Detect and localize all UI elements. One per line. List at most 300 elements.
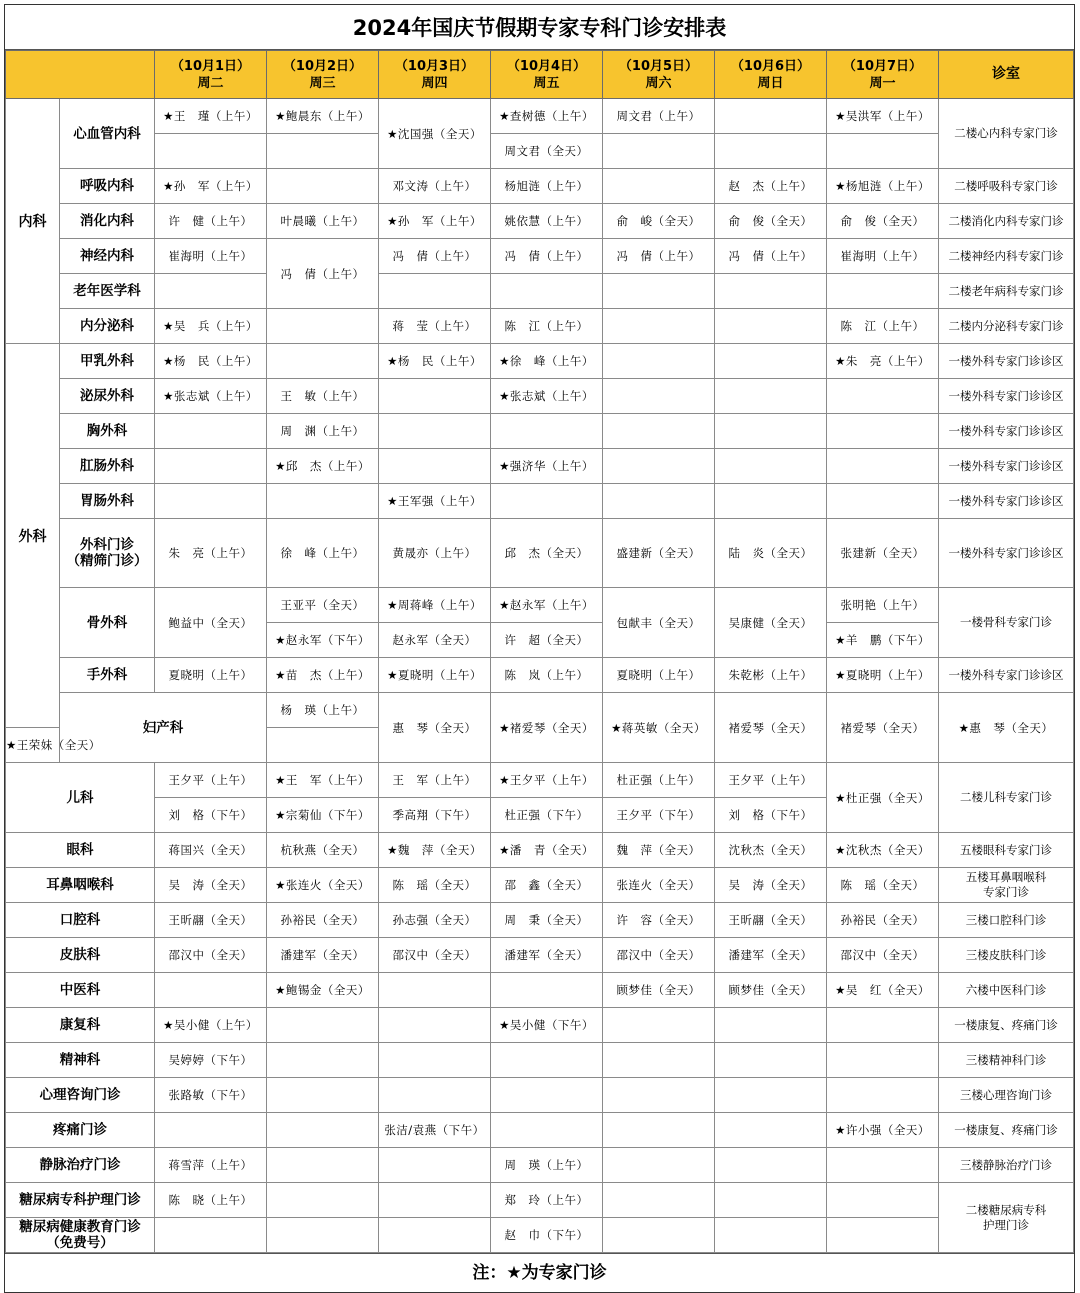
header-day <box>491 51 603 99</box>
schedule-cell: 季高翔（下午） <box>379 798 491 833</box>
department-cell <box>60 344 155 379</box>
schedule-cell: 顾梦佳（全天） <box>715 973 827 1008</box>
room-cell-text: 五楼眼科专家门诊 <box>960 842 1052 857</box>
schedule-cell: 崔海明（上午） <box>827 239 939 274</box>
schedule-cell <box>267 1078 379 1113</box>
schedule-cell: 潘建军（全天） <box>491 938 603 973</box>
schedule-cell: 王 军（上午） <box>379 763 491 798</box>
table-row <box>6 1078 1074 1113</box>
schedule-cell: 吴 涛（全天） <box>155 868 267 903</box>
department-cell-text: 中医科 <box>59 982 101 998</box>
schedule-cell: 包献丰（全天） <box>603 588 715 658</box>
schedule-cell: 赵 巾（下午） <box>491 1218 603 1253</box>
department-cell <box>60 414 155 449</box>
table-row <box>6 903 1074 938</box>
schedule-cell: 吴 涛（全天） <box>715 868 827 903</box>
schedule-cell <box>491 1078 603 1113</box>
room-cell-text: 一楼外科专家门诊诊区 <box>948 423 1064 438</box>
schedule-cell <box>827 1183 939 1218</box>
room-cell-text: 一楼外科专家门诊诊区 <box>948 458 1064 473</box>
schedule-cell <box>827 414 939 449</box>
schedule-cell: 刘 格（下午） <box>155 798 267 833</box>
schedule-cell: 褚爱琴（全天） <box>827 693 939 763</box>
room-cell <box>939 833 1074 868</box>
table-row <box>6 693 1074 728</box>
table-row <box>6 484 1074 519</box>
schedule-cell: 潘建军（全天） <box>267 938 379 973</box>
room-cell-subtext: 专家门诊 <box>983 885 1029 899</box>
department-cell <box>60 519 155 588</box>
schedule-cell: ★吴 兵（上午） <box>155 309 267 344</box>
department-cell <box>6 1008 155 1043</box>
header-day <box>715 51 827 99</box>
schedule-cell: 俞 俊（全天） <box>827 204 939 239</box>
schedule-cell: 周 渊（上午） <box>267 414 379 449</box>
schedule-cell: 杜正强（上午） <box>603 763 715 798</box>
schedule-cell: 冯 倩（上午） <box>603 239 715 274</box>
schedule-cell: 邱 杰（全天） <box>491 519 603 588</box>
room-cell-text: 二楼儿科专家门诊 <box>960 790 1052 804</box>
schedule-cell <box>603 274 715 309</box>
schedule-cell: ★王 瑾（上午） <box>155 99 267 134</box>
department-cell <box>6 1183 155 1218</box>
table-row <box>6 1148 1074 1183</box>
schedule-cell: ★徐 峰（上午） <box>491 344 603 379</box>
schedule-cell: ★赵永军（下午） <box>267 623 379 658</box>
room-cell <box>939 588 1074 658</box>
schedule-cell <box>827 274 939 309</box>
schedule-cell <box>155 134 267 169</box>
schedule-cell: 吴康健（全天） <box>715 588 827 658</box>
schedule-cell <box>491 973 603 1008</box>
schedule-cell <box>267 309 379 344</box>
schedule-body <box>6 99 1074 1253</box>
room-cell <box>939 519 1074 588</box>
schedule-cell <box>267 1218 379 1253</box>
schedule-cell <box>603 449 715 484</box>
room-cell <box>939 868 1074 903</box>
category-cell-text: 内科 <box>18 214 47 230</box>
schedule-cell: 张洁/袁燕（下午） <box>379 1113 491 1148</box>
room-cell-text: 二楼心内科专家门诊 <box>954 126 1058 140</box>
schedule-cell: ★吴洪军（上午） <box>827 99 939 134</box>
room-cell <box>939 309 1074 344</box>
department-cell <box>60 309 155 344</box>
schedule-cell: 蒋雪萍（上午） <box>155 1148 267 1183</box>
table-row <box>6 1218 1074 1253</box>
room-cell <box>939 1008 1074 1043</box>
schedule-cell: 冯 倩（上午） <box>715 239 827 274</box>
schedule-cell <box>155 449 267 484</box>
schedule-cell: ★杨旭涟（上午） <box>827 169 939 204</box>
room-cell <box>939 274 1074 309</box>
schedule-cell: ★王荣妹（全天） <box>6 728 60 763</box>
schedule-cell: 陈 瑶（全天） <box>827 868 939 903</box>
room-cell-text: 一楼外科专家门诊诊区 <box>948 353 1064 368</box>
room-cell <box>939 1148 1074 1183</box>
room-cell-text: 二楼消化内科专家门诊 <box>948 213 1064 228</box>
schedule-cell: ★鲍锡金（全天） <box>267 973 379 1008</box>
schedule-cell: 郑 玲（上午） <box>491 1183 603 1218</box>
schedule-cell <box>603 309 715 344</box>
header-date: （10月1日） <box>170 58 251 74</box>
department-cell <box>6 1043 155 1078</box>
header-weekday: 周二 <box>197 75 224 91</box>
schedule-cell: 蒋 莹（上午） <box>379 309 491 344</box>
schedule-cell: 许 超（全天） <box>491 623 603 658</box>
schedule-cell: 沈秋杰（全天） <box>715 833 827 868</box>
schedule-cell: 蒋国兴（全天） <box>155 833 267 868</box>
room-cell <box>939 204 1074 239</box>
schedule-cell: 孙裕民（全天） <box>827 903 939 938</box>
schedule-cell: 周 瑛（上午） <box>491 1148 603 1183</box>
header-weekday: 周六 <box>645 75 672 91</box>
schedule-cell <box>379 1078 491 1113</box>
schedule-cell: 孙志强（全天） <box>379 903 491 938</box>
schedule-cell: 孙裕民（全天） <box>267 903 379 938</box>
schedule-cell: 赵永军（全天） <box>379 623 491 658</box>
room-cell <box>939 1113 1074 1148</box>
schedule-cell: 陈 晓（上午） <box>155 1183 267 1218</box>
schedule-cell <box>155 1218 267 1253</box>
schedule-cell: 陆 炎（全天） <box>715 519 827 588</box>
department-cell <box>60 204 155 239</box>
table-row <box>6 239 1074 274</box>
schedule-cell <box>379 1043 491 1078</box>
schedule-cell: 顾梦佳（全天） <box>603 973 715 1008</box>
schedule-cell: 王夕平（上午） <box>155 763 267 798</box>
schedule-cell <box>379 973 491 1008</box>
schedule-cell <box>827 379 939 414</box>
schedule-cell <box>603 1008 715 1043</box>
room-cell-subtext: 护理门诊 <box>983 1217 1029 1232</box>
department-cell-text: 皮肤科 <box>59 947 101 963</box>
schedule-cell <box>379 1218 491 1253</box>
schedule-cell: ★羊 鹏（下午） <box>827 623 939 658</box>
department-cell-text: 静脉治疗门诊 <box>39 1157 121 1173</box>
room-cell <box>939 484 1074 519</box>
schedule-cell: 冯 倩（上午） <box>267 239 379 309</box>
department-cell <box>6 763 155 833</box>
schedule-cell: ★王 军（上午） <box>267 763 379 798</box>
schedule-cell: 鲍益中（全天） <box>155 588 267 658</box>
room-cell <box>939 414 1074 449</box>
schedule-cell: 王夕平（下午） <box>603 798 715 833</box>
schedule-cell: 冯 倩（上午） <box>491 239 603 274</box>
schedule-cell <box>491 484 603 519</box>
department-cell <box>60 379 155 414</box>
schedule-cell: ★张连火（全天） <box>267 868 379 903</box>
table-row <box>6 204 1074 239</box>
header-weekday: 周三 <box>309 75 336 91</box>
department-cell-text: 眼科 <box>66 842 94 858</box>
header-date: （10月4日） <box>506 58 587 74</box>
schedule-cell <box>827 484 939 519</box>
schedule-cell <box>603 134 715 169</box>
room-cell-text: 一楼外科专家门诊诊区 <box>948 545 1064 560</box>
schedule-cell: ★宗菊仙（下午） <box>267 798 379 833</box>
department-cell <box>6 903 155 938</box>
room-cell <box>939 1043 1074 1078</box>
department-cell <box>6 833 155 868</box>
room-cell <box>939 344 1074 379</box>
schedule-cell: ★孙 军（上午） <box>155 169 267 204</box>
table-row <box>6 588 1074 623</box>
schedule-cell: 陈 江（上午） <box>491 309 603 344</box>
schedule-cell: ★褚爱琴（全天） <box>491 693 603 763</box>
table-row <box>6 274 1074 309</box>
schedule-cell: 夏晓明（上午） <box>155 658 267 693</box>
schedule-cell: 王昕翮（全天） <box>715 903 827 938</box>
room-cell <box>939 658 1074 693</box>
room-cell-text: 二楼老年病科专家门诊 <box>948 283 1064 298</box>
table-row <box>6 344 1074 379</box>
schedule-cell <box>267 1148 379 1183</box>
schedule-cell: 王亚平（全天） <box>267 588 379 623</box>
schedule-cell: 陈 江（上午） <box>827 309 939 344</box>
schedule-cell <box>603 1043 715 1078</box>
department-cell-text: 神经内科 <box>80 248 134 264</box>
schedule-cell: 朱 亮（上午） <box>155 519 267 588</box>
department-cell-text: 消化内科 <box>80 213 134 229</box>
department-cell-text: 胸外科 <box>86 423 128 439</box>
room-cell-text: 一楼外科专家门诊诊区 <box>948 493 1064 508</box>
department-cell <box>60 693 267 763</box>
schedule-cell <box>715 1008 827 1043</box>
schedule-cell: 邵汉中（全天） <box>155 938 267 973</box>
schedule-cell <box>603 1113 715 1148</box>
header-weekday: 周五 <box>533 75 560 91</box>
schedule-cell <box>715 344 827 379</box>
schedule-cell: 魏 萍（全天） <box>603 833 715 868</box>
schedule-cell <box>827 1218 939 1253</box>
department-cell <box>60 588 155 658</box>
schedule-cell: ★蒋英敏（全天） <box>603 693 715 763</box>
schedule-cell: 徐 峰（上午） <box>267 519 379 588</box>
schedule-cell <box>491 1113 603 1148</box>
schedule-cell: ★吴小健（下午） <box>491 1008 603 1043</box>
schedule-cell <box>603 1218 715 1253</box>
department-cell-text: 甲乳外科 <box>80 353 134 369</box>
schedule-cell: 张连火（全天） <box>603 868 715 903</box>
schedule-cell: 夏晓明（上午） <box>603 658 715 693</box>
table-row <box>6 134 1074 169</box>
schedule-cell: ★孙 军（上午） <box>379 204 491 239</box>
schedule-cell: ★惠 琴（全天） <box>939 693 1074 763</box>
schedule-cell: 王 敏（上午） <box>267 379 379 414</box>
schedule-cell: 朱乾彬（上午） <box>715 658 827 693</box>
schedule-cell: ★许小强（全天） <box>827 1113 939 1148</box>
department-cell-text: 耳鼻咽喉科 <box>46 877 114 893</box>
table-row <box>6 99 1074 134</box>
room-cell-text: 六楼中医科门诊 <box>965 982 1047 997</box>
header-row <box>6 51 1074 99</box>
department-cell-text: 心理咨询门诊 <box>39 1087 121 1103</box>
schedule-cell <box>603 169 715 204</box>
schedule-cell <box>715 309 827 344</box>
schedule-cell <box>267 1183 379 1218</box>
room-cell-text: 二楼呼吸科专家门诊 <box>954 178 1058 193</box>
schedule-cell <box>827 134 939 169</box>
header-date: （10月3日） <box>394 58 475 74</box>
schedule-cell: ★吴 红（全天） <box>827 973 939 1008</box>
schedule-sheet <box>4 4 1075 1293</box>
schedule-cell: 俞 俊（全天） <box>715 204 827 239</box>
department-cell <box>6 938 155 973</box>
schedule-cell: 张路敏（下午） <box>155 1078 267 1113</box>
schedule-cell: 冯 倩（上午） <box>379 239 491 274</box>
department-cell <box>60 449 155 484</box>
table-row <box>6 519 1074 588</box>
department-cell-subtext: （免费号） <box>46 1235 114 1251</box>
department-cell-text: 泌尿外科 <box>80 388 134 404</box>
schedule-cell <box>715 449 827 484</box>
table-row <box>6 938 1074 973</box>
schedule-cell: 周文君（上午） <box>603 99 715 134</box>
schedule-cell <box>379 449 491 484</box>
schedule-cell <box>603 379 715 414</box>
room-cell <box>939 938 1074 973</box>
schedule-cell <box>603 1183 715 1218</box>
department-cell-text: 心血管内科 <box>73 125 141 142</box>
schedule-cell: 周文君（全天） <box>491 134 603 169</box>
schedule-cell <box>267 169 379 204</box>
department-cell-text: 康复科 <box>59 1017 101 1033</box>
schedule-cell: 崔海明（上午） <box>155 239 267 274</box>
department-cell-text: 肛肠外科 <box>80 458 134 474</box>
department-cell <box>60 239 155 274</box>
schedule-cell: ★魏 萍（全天） <box>379 833 491 868</box>
schedule-cell: 俞 峻（全天） <box>603 204 715 239</box>
table-row <box>6 763 1074 798</box>
schedule-cell: 潘建军（全天） <box>715 938 827 973</box>
department-cell-text: 骨外科 <box>86 614 128 631</box>
schedule-cell <box>715 1183 827 1218</box>
header-day <box>603 51 715 99</box>
schedule-cell: ★吴小健（上午） <box>155 1008 267 1043</box>
schedule-cell <box>379 414 491 449</box>
department-cell <box>60 274 155 309</box>
schedule-cell: ★杨 民（上午） <box>155 344 267 379</box>
header-weekday: 周一 <box>869 75 896 91</box>
schedule-cell <box>715 99 827 134</box>
schedule-cell <box>155 274 267 309</box>
schedule-cell: 张明艳（上午） <box>827 588 939 623</box>
room-cell <box>939 903 1074 938</box>
department-cell-subtext: （精筛门诊） <box>66 553 148 569</box>
department-cell-text: 精神科 <box>59 1052 101 1068</box>
schedule-cell: ★王夕平（上午） <box>491 763 603 798</box>
department-cell-text: 儿科 <box>66 789 94 806</box>
header-day <box>267 51 379 99</box>
schedule-cell <box>603 344 715 379</box>
schedule-cell <box>267 484 379 519</box>
department-cell-text: 妇产科 <box>142 719 184 736</box>
schedule-cell <box>715 379 827 414</box>
schedule-cell <box>267 1113 379 1148</box>
schedule-cell <box>267 344 379 379</box>
room-cell-text: 一楼康复、疼痛门诊 <box>954 1017 1058 1032</box>
room-cell-text: 三楼精神科门诊 <box>965 1052 1047 1067</box>
schedule-cell <box>267 1043 379 1078</box>
schedule-cell: ★沈国强（全天） <box>379 99 491 169</box>
schedule-cell: ★朱 亮（上午） <box>827 344 939 379</box>
room-cell-text: 二楼神经内科专家门诊 <box>948 248 1064 263</box>
schedule-cell: 褚爱琴（全天） <box>715 693 827 763</box>
schedule-cell: 盛建新（全天） <box>603 519 715 588</box>
department-cell-text: 老年医学科 <box>73 283 141 299</box>
department-cell-text: 呼吸内科 <box>80 178 134 194</box>
schedule-cell <box>715 1218 827 1253</box>
department-cell-text: 手外科 <box>86 667 128 683</box>
department-cell-text: 口腔科 <box>59 912 101 928</box>
department-cell <box>6 1078 155 1113</box>
schedule-cell <box>715 1148 827 1183</box>
schedule-cell <box>491 274 603 309</box>
schedule-cell: ★鲍晨东（上午） <box>267 99 379 134</box>
header-room: 诊室 <box>939 51 1074 99</box>
schedule-cell <box>267 134 379 169</box>
schedule-cell <box>827 1043 939 1078</box>
schedule-cell: 王昕翮（全天） <box>155 903 267 938</box>
department-cell-text: 糖尿病健康教育门诊 <box>19 1219 141 1235</box>
department-cell-text: 胃肠外科 <box>80 493 134 509</box>
header-date: （10月2日） <box>282 58 363 74</box>
schedule-cell: 邓文涛（上午） <box>379 169 491 204</box>
schedule-cell: ★赵永军（上午） <box>491 588 603 623</box>
schedule-cell: ★张志斌（上午） <box>491 379 603 414</box>
schedule-cell: ★查树德（上午） <box>491 99 603 134</box>
schedule-cell: ★夏晓明（上午） <box>827 658 939 693</box>
schedule-cell: 杨旭涟（上午） <box>491 169 603 204</box>
department-cell <box>6 1218 155 1253</box>
schedule-cell: 许 健（上午） <box>155 204 267 239</box>
schedule-cell <box>715 414 827 449</box>
schedule-cell <box>379 379 491 414</box>
room-cell-text: 三楼口腔科门诊 <box>965 912 1047 927</box>
schedule-cell <box>827 1008 939 1043</box>
schedule-cell: ★杨 民（上午） <box>379 344 491 379</box>
header-day <box>827 51 939 99</box>
table-row <box>6 1043 1074 1078</box>
schedule-cell: 张建新（全天） <box>827 519 939 588</box>
room-cell <box>939 763 1074 833</box>
table-row <box>6 169 1074 204</box>
department-cell-text: 内分泌科 <box>80 318 134 334</box>
schedule-cell <box>267 1008 379 1043</box>
schedule-cell: 刘 格（下午） <box>715 798 827 833</box>
header-day <box>379 51 491 99</box>
schedule-cell: 周 秉（全天） <box>491 903 603 938</box>
header-date: （10月6日） <box>730 58 811 74</box>
legend-note: 注：★为专家门诊 <box>5 1253 1074 1292</box>
schedule-cell <box>827 449 939 484</box>
room-cell-text: 三楼心理咨询门诊 <box>960 1087 1052 1102</box>
schedule-cell: 王夕平（上午） <box>715 763 827 798</box>
category-cell-text: 外科 <box>18 528 47 545</box>
schedule-cell <box>715 484 827 519</box>
table-row <box>6 868 1074 903</box>
room-cell-text: 二楼内分泌科专家门诊 <box>948 318 1064 333</box>
table-row <box>6 658 1074 693</box>
table-row <box>6 1008 1074 1043</box>
room-cell <box>939 973 1074 1008</box>
schedule-cell: 叶晨曦（上午） <box>267 204 379 239</box>
category-cell <box>6 344 60 728</box>
schedule-cell: ★潘 青（全天） <box>491 833 603 868</box>
schedule-cell: ★王军强（上午） <box>379 484 491 519</box>
schedule-cell <box>715 134 827 169</box>
